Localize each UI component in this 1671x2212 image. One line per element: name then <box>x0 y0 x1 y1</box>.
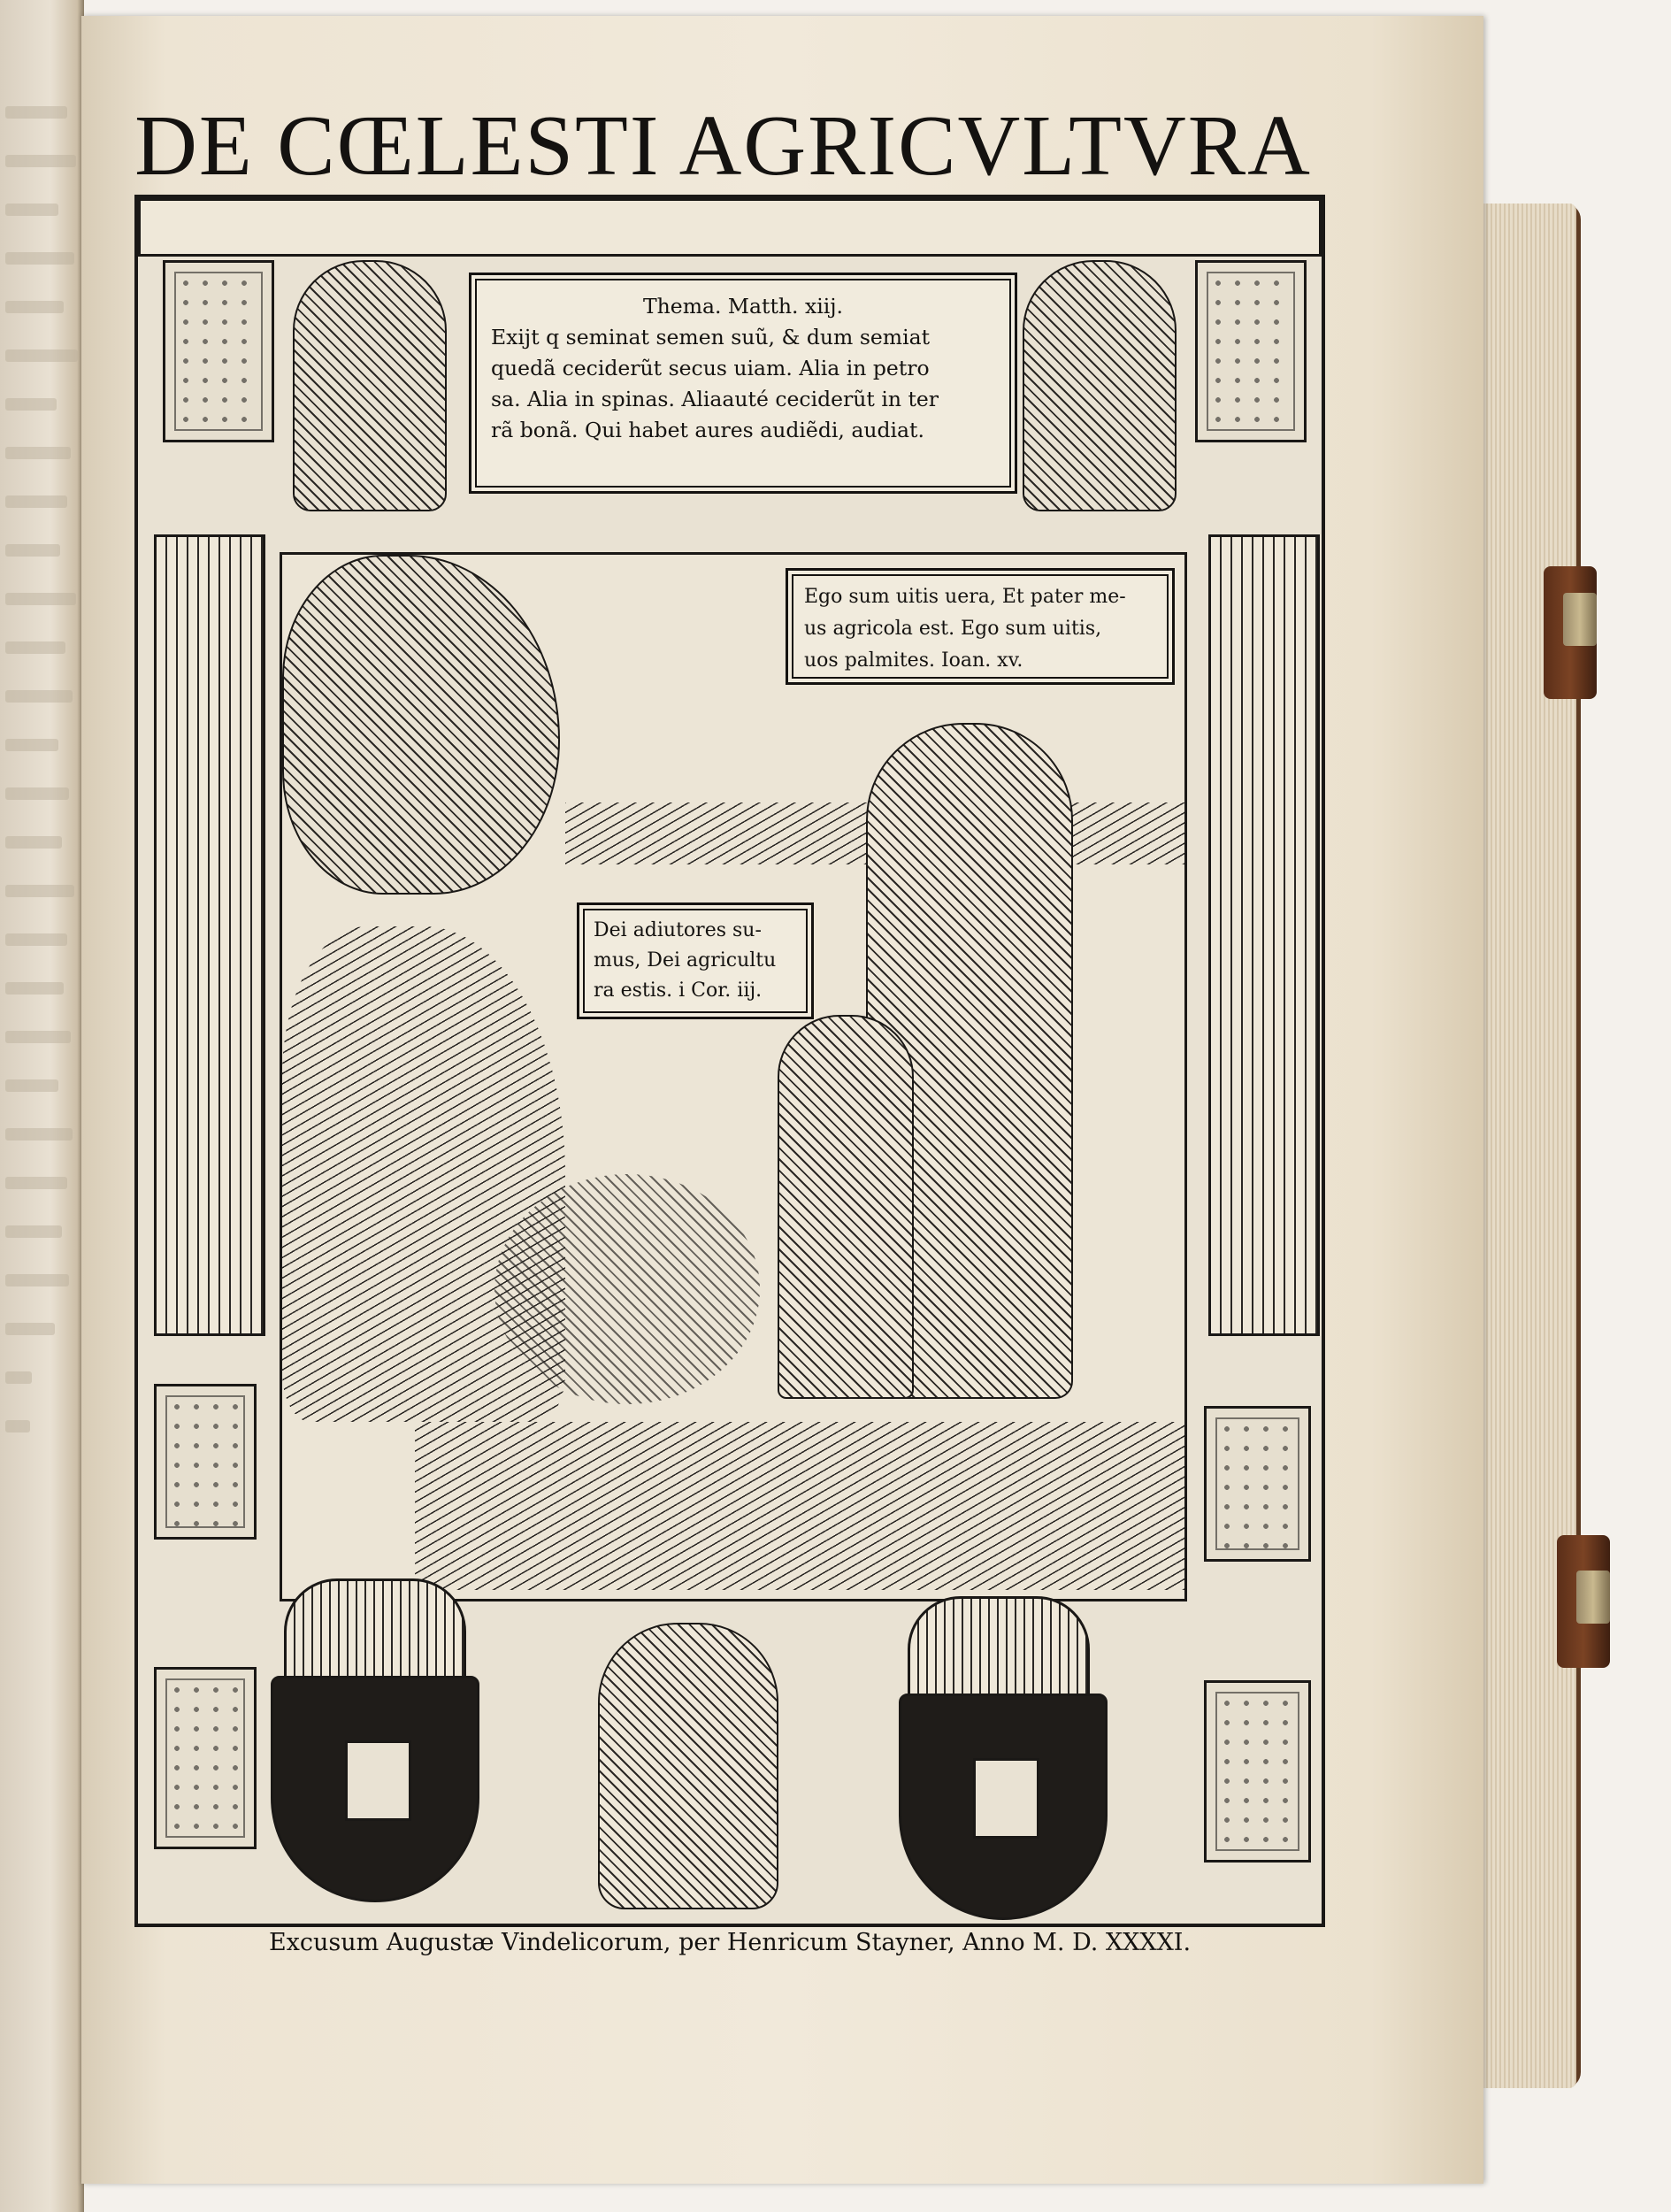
thema-heading: Thema. Matth. xiij. <box>642 294 844 319</box>
thema-line: Exijt q seminat semen suũ, & dum semiat <box>491 325 931 349</box>
dei-quote-box <box>577 902 814 1019</box>
cherub-left <box>293 260 447 511</box>
facing-page-edge <box>0 0 84 2212</box>
cherub-right <box>1023 260 1177 511</box>
ornament-mid-right <box>1204 1406 1311 1562</box>
ornament-top-left <box>163 260 274 442</box>
coat-of-arms-right <box>899 1694 1108 1920</box>
vine-quote-box <box>786 568 1175 685</box>
column-right <box>1208 534 1320 1336</box>
ornament-mid-left <box>154 1384 257 1540</box>
ornament-bottom-right <box>1204 1680 1311 1863</box>
coat-of-arms-left <box>271 1676 479 1902</box>
god-the-father-in-clouds <box>282 555 560 895</box>
thorn-bushes <box>494 1174 760 1404</box>
lower-clasp <box>1557 1535 1610 1668</box>
colophon: Excusum Augustæ Vindelicorum, per Henricum Stayner, Anno M. D. XXXXI. <box>268 1929 1192 1956</box>
ornament-bottom-left <box>154 1667 257 1849</box>
child-figure <box>598 1623 778 1909</box>
dei-quote-line: ra estis. i Cor. iij. <box>594 979 763 1002</box>
vine-quote-line: uos palmites. Ioan. xv. <box>804 649 1023 672</box>
crown-left <box>284 1578 466 1690</box>
thema-text-box <box>469 273 1017 494</box>
apostles-group <box>778 1015 914 1399</box>
page-block-edges <box>1483 204 1576 2088</box>
crown-right <box>908 1596 1090 1708</box>
top-architrave <box>138 198 1322 257</box>
thema-line: quedã ceciderũt secus uiam. Alia in petro <box>491 356 930 380</box>
page-title: DE CŒLESTI AGRICVLTVRA <box>134 98 1312 194</box>
vine-quote-line: us agricola est. Ego sum uitis, <box>804 618 1102 640</box>
parable-scene <box>280 552 1187 1601</box>
good-soil-field <box>415 1422 1184 1590</box>
upper-clasp <box>1544 566 1597 699</box>
dei-quote-line: mus, Dei agricultu <box>594 949 777 972</box>
ornament-top-right <box>1195 260 1307 442</box>
dei-quote-line: Dei adiutores su- <box>594 919 762 941</box>
thema-line: sa. Alia in spinas. Aliaauté ceciderũt in ter <box>491 387 939 411</box>
column-left <box>154 534 265 1336</box>
vine-quote-line: Ego sum uitis uera, Et pater me- <box>804 586 1126 608</box>
thema-line: rã bonã. Qui habet aures audiẽdi, audiat. <box>491 418 924 442</box>
